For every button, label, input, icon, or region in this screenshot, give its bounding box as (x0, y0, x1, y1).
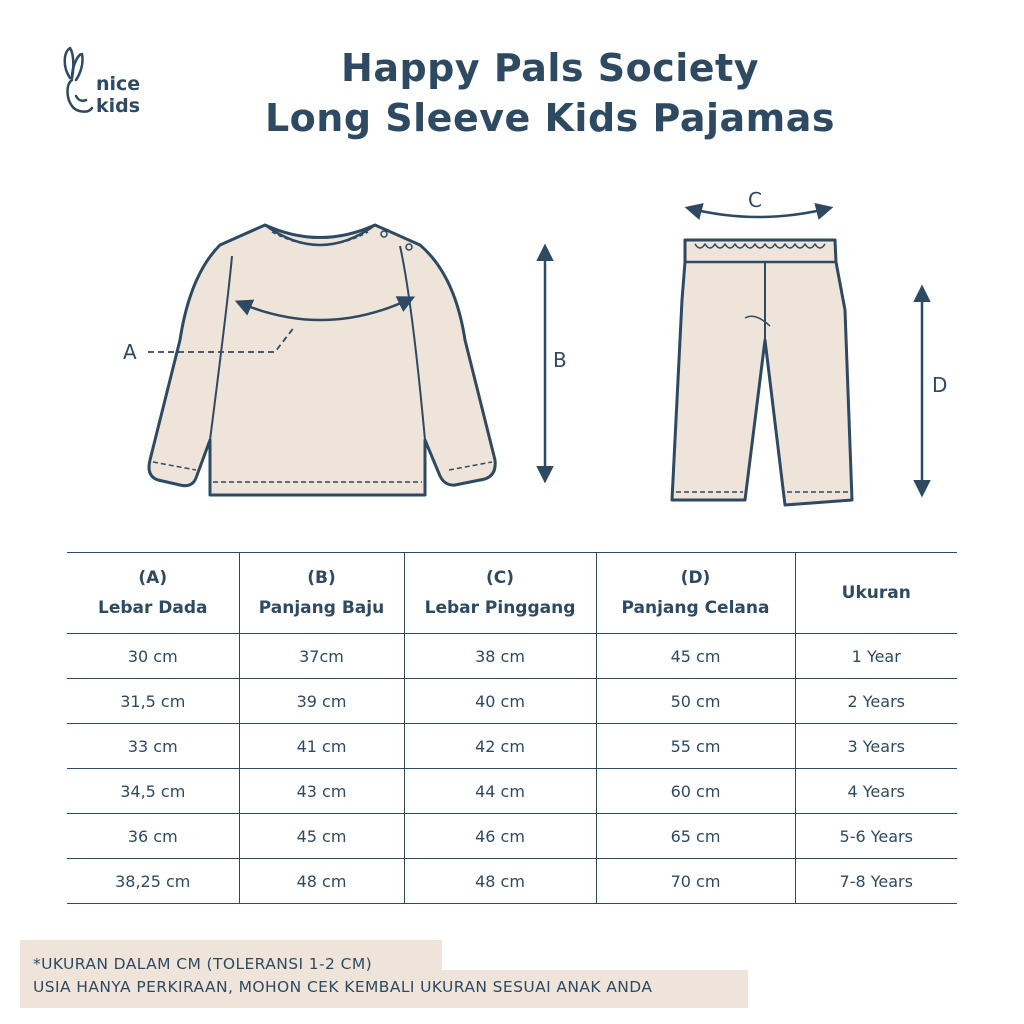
page-title-line2: Long Sleeve Kids Pajamas (264, 96, 836, 140)
header-shirt-length: (B) Panjang Baju (239, 553, 404, 634)
label-d: D (932, 373, 948, 397)
cell-waist: 42 cm (404, 724, 596, 769)
cell-waist: 48 cm (404, 859, 596, 904)
size-diagram (0, 170, 1024, 520)
label-a: A (123, 340, 137, 364)
cell-size: 4 Years (795, 769, 957, 814)
cell-chest: 31,5 cm (67, 679, 239, 724)
size-chart-table (67, 552, 957, 904)
cell-shirt-length: 43 cm (239, 769, 404, 814)
cell-shirt-length: 41 cm (239, 724, 404, 769)
label-b: B (553, 348, 567, 372)
cell-pants-length: 55 cm (596, 724, 795, 769)
header-chest: (A) Lebar Dada (67, 553, 239, 634)
brand-name-line1: nice (96, 73, 141, 95)
cell-chest: 38,25 cm (67, 859, 239, 904)
cell-pants-length: 60 cm (596, 769, 795, 814)
shirt-illustration (149, 225, 495, 495)
cell-size: 1 Year (795, 634, 957, 679)
cell-waist: 44 cm (404, 769, 596, 814)
bunny-icon (65, 48, 92, 112)
cell-waist: 38 cm (404, 634, 596, 679)
cell-chest: 34,5 cm (67, 769, 239, 814)
cell-size: 3 Years (795, 724, 957, 769)
cell-size: 7-8 Years (795, 859, 957, 904)
table-header-row (67, 553, 957, 634)
table-row (67, 859, 957, 904)
cell-waist: 40 cm (404, 679, 596, 724)
pants-illustration (672, 240, 852, 505)
page-title-line1: Happy Pals Society (341, 46, 759, 90)
header-pants-length: (D) Panjang Celana (596, 553, 795, 634)
note-tolerance: *UKURAN DALAM CM (TOLERANSI 1-2 CM) (33, 955, 373, 973)
cell-shirt-length: 48 cm (239, 859, 404, 904)
header-waist: (C) Lebar Pinggang (404, 553, 596, 634)
cell-shirt-length: 39 cm (239, 679, 404, 724)
cell-chest: 36 cm (67, 814, 239, 859)
table-row (67, 769, 957, 814)
table-row (67, 679, 957, 724)
table-row (67, 814, 957, 859)
note-age-disclaimer: USIA HANYA PERKIRAAN, MOHON CEK KEMBALI UKURAN SESUAI ANAK ANDA (33, 978, 653, 996)
cell-pants-length: 45 cm (596, 634, 795, 679)
table-row (67, 724, 957, 769)
cell-waist: 46 cm (404, 814, 596, 859)
label-c: C (748, 188, 762, 212)
cell-shirt-length: 37cm (239, 634, 404, 679)
cell-pants-length: 70 cm (596, 859, 795, 904)
cell-size: 5-6 Years (795, 814, 957, 859)
brand-name-line2: kids (96, 95, 141, 117)
header-size: Ukuran (795, 553, 957, 634)
table-row (67, 634, 957, 679)
cell-chest: 30 cm (67, 634, 239, 679)
cell-size: 2 Years (795, 679, 957, 724)
cell-shirt-length: 45 cm (239, 814, 404, 859)
cell-pants-length: 65 cm (596, 814, 795, 859)
cell-pants-length: 50 cm (596, 679, 795, 724)
cell-chest: 33 cm (67, 724, 239, 769)
